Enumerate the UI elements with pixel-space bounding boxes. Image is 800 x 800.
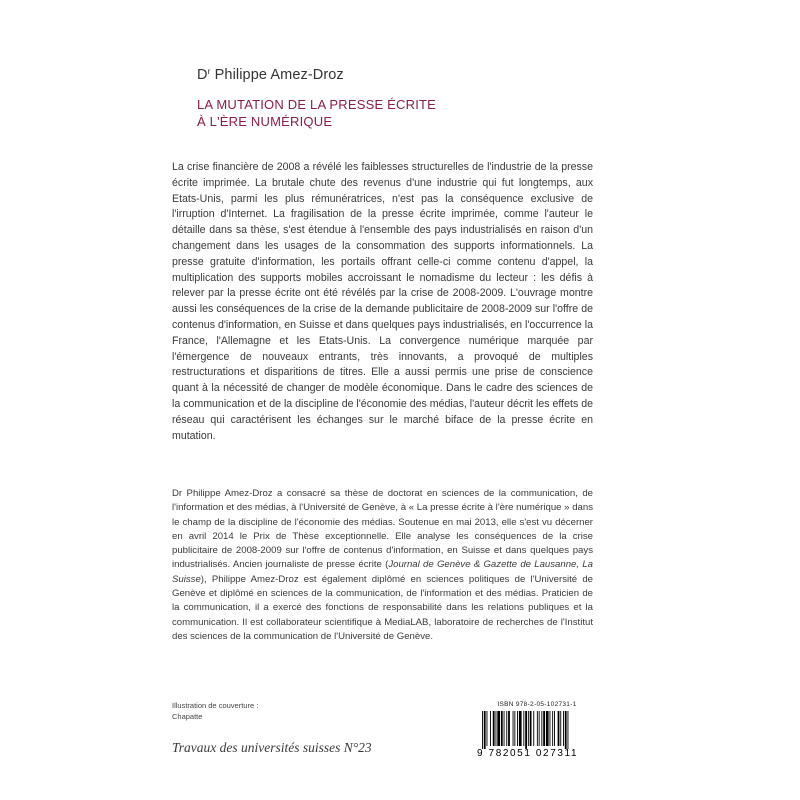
isbn-text: ISBN 978-2-05-102731-1 <box>497 701 577 708</box>
author-prefix: D <box>197 67 208 83</box>
barcode-digits: 9 782051 027311 <box>477 748 579 759</box>
illustration-artist: Chapatte <box>172 712 203 721</box>
illustration-label: Illustration de couverture : <box>172 701 259 710</box>
author-biography <box>172 487 593 644</box>
book-title-line-1: LA MUTATION DE LA PRESSE ÉCRITE <box>197 97 437 112</box>
bio-text-1: Dr Philippe Amez-Droz a consacré sa thèse de doctorat en sciences de la communication, de l'information et des médias, à l'Université de Genève, à « La presse écrite à l'ère numérique » dans le champ de la discipline de l'économie des médias. Soutenue en mai 2013, elle s'est vu décerner en avril 2014 le Prix de Thèse exceptionnelle. Elle analyse les conséquences de la crise publicitaire de 2008-2009 sur l'offre de contenus d'information, en Suisse et dans quelques pays industrialisés. Ancien journaliste de presse écrite ( <box>172 488 593 571</box>
author-full-name: Philippe Amez-Droz <box>210 67 344 83</box>
book-title-line-2: À L'ÈRE NUMÉRIQUE <box>197 114 333 129</box>
author-name <box>197 66 344 83</box>
book-summary: La crise financière de 2008 a révélé les faiblesses structurelles de l'industrie de la presse écrite imprimée. La brutale chute des revenus d'une industrie qui fut longtemps, aux Etats-Unis, parmi les plus rémunératrices, n'est pas la conséquence exclusive de l'irruption d'Internet. La fragilisation de la presse écrite imprimée, comme l'auteur le détaille dans sa thèse, s'est étendue à l'ensemble des pays industrialisés en raison d'un changement dans les usages de la consommation des supports informationnels. La presse gratuite d'information, les portails offrant celle-ci comme contenu d'appel, la multiplication des supports mobiles accroissant le nomadisme du lecteur : les défis à relever par la presse écrite ont été révélés par la crise de 2008-2009. L'ouvrage montre aussi les conséquences de la crise de la demande publicitaire de 2008-2009 sur l'offre de contenus d'information, en Suisse et dans quelques pays industrialisés, en l'occurrence la France, l'Allemagne et les Etats-Unis. La convergence numérique marquée par l'émergence de nouveaux entrants, très innovants, a provoqué de multiples restructurations et disparitions de titres. Elle a aussi permis une prise de conscience quant à la nécessité de changer de modèle économique. Dans le cadre des sciences de la communication et de la discipline de l'économie des médias, l'auteur décrit les effets de réseau qui caractérisent les échanges sur le marché biface de la presse écrite en mutation. <box>172 161 593 442</box>
series-name: Travaux des universités suisses N°23 <box>172 740 372 755</box>
author-title-sup: r <box>207 66 211 76</box>
book-title <box>197 96 436 130</box>
barcode-bars <box>479 711 595 749</box>
bio-text-2: ), Philippe Amez-Droz est également diplômé en sciences politiques de l'Université de Genève et diplômé en sciences de la communication, de l'information et des médias. Praticien de la communication, il a exercé des fonctions de responsabilité dans les relations publiques et la communication. Il est collaborateur scientifique à MediaLAB, laboratoire de recherches de l'Institut des sciences de la communication de l'Université de Genève. <box>172 573 593 642</box>
illustration-credit <box>172 700 258 722</box>
bio-newspapers: Journal de Genève & Gazette de Lausanne, La Suisse <box>172 559 593 585</box>
